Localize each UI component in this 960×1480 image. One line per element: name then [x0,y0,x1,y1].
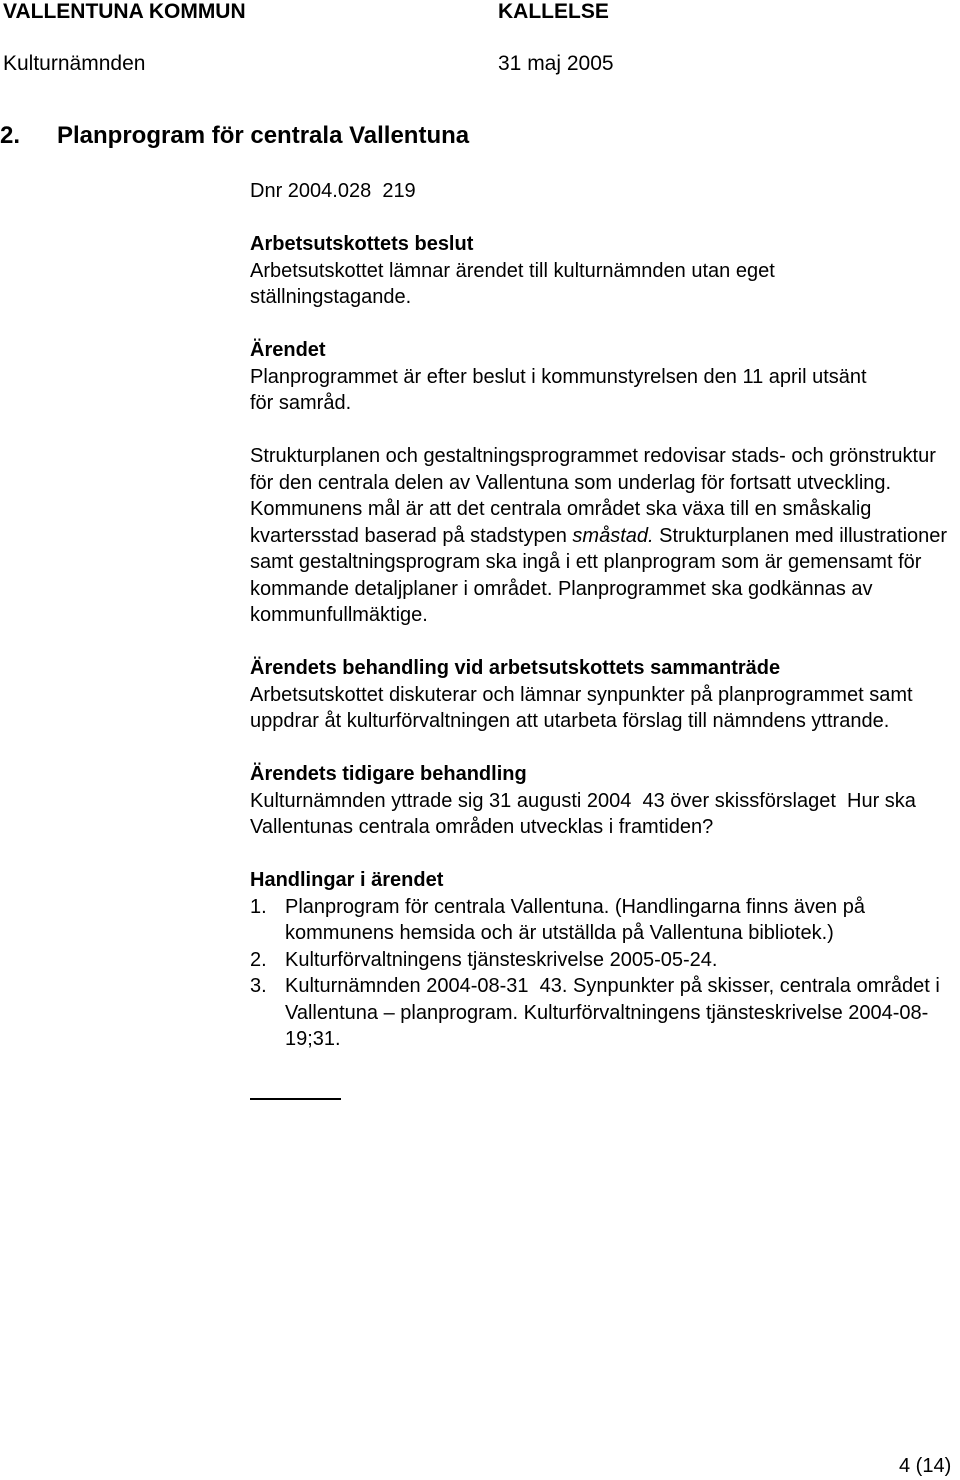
case-text-2b: Strukturplanen med illustrationer samt gestaltningsprogram ska ingå i ett planprogram som är gemensamt för kommande detaljplaner i området. Planprogrammet ska godkännas av kommunfullmäktige. [250,524,948,626]
handling-text: Arbetsutskottet diskuterar och lämnar synpunkter på planprogrammet samt uppdrar åt kulturförvaltningen att utarbeta förslag till nämndens yttrande. [250,683,913,732]
organization-name: VALLENTUNA KOMMUN [3,0,246,23]
list-item-text: Kulturförvaltningens tjänsteskrivelse 2005-05-24. [285,948,718,971]
list-item [250,894,955,947]
case-text-2-italic: småstad. [572,524,654,547]
case-heading: Ärendet [250,339,326,361]
handling-heading: Ärendets behandling vid arbetsutskottets sammanträde [250,657,781,679]
meeting-date: 31 maj 2005 [498,52,614,75]
item-title-text: Planprogram för centrala Vallentuna [57,122,470,149]
previous-handling-text: Kulturnämnden yttrade sig 31 augusti 2004 43 över skissförslaget Hur ska Vallentunas centrala områden utvecklas i framtiden? [250,789,922,838]
item-title [0,122,469,150]
case-text-2a: Strukturplanen och gestaltningsprogrammet redovisar stads- och grönstruktur för den centrala delen av Vallentuna som underlag för fortsatt utveckling. Kommunens mål är att det centrala området ska växa till en småskalig kvartersstad baserad på stadstypen [250,445,936,547]
page-number: 4 (14) [899,1455,952,1477]
previous-handling-heading: Ärendets tidigare behandling [250,763,527,785]
documents-list [250,894,955,1053]
list-item-number: 1. [250,895,267,918]
list-item-text: Planprogram för centrala Vallentuna. (Handlingarna finns även på kommunens hemsida och är utställda på Vallentuna bibliotek.) [285,895,865,944]
end-rule [250,1098,341,1100]
document-body [250,178,955,1053]
list-item [250,973,955,1053]
au-decision-heading: Arbetsutskottets beslut [250,233,474,255]
committee-name: Kulturnämnden [3,52,146,75]
item-number: 2. [0,122,21,149]
list-item-number: 2. [250,948,267,971]
document-type: KALLELSE [498,0,609,23]
list-item-number: 3. [250,975,267,997]
case-text-1: Planprogrammet är efter beslut i kommunstyrelsen den 11 april utsänt för samråd. [250,365,867,414]
au-decision-text: Arbetsutskottet lämnar ärendet till kulturnämnden utan eget ställningstagande. [250,259,775,308]
list-item-text: Kulturnämnden 2004-08-31 43. Synpunkter på skisser, centrala området i Vallentuna – planprogram. Kulturförvaltningens tjänsteskrivelse 2004-08-19;31. [285,975,946,1050]
diary-number: Dnr 2004.028 219 [250,180,416,202]
list-item [250,947,955,974]
documents-heading: Handlingar i ärendet [250,869,444,891]
case-text-2 [250,443,955,629]
